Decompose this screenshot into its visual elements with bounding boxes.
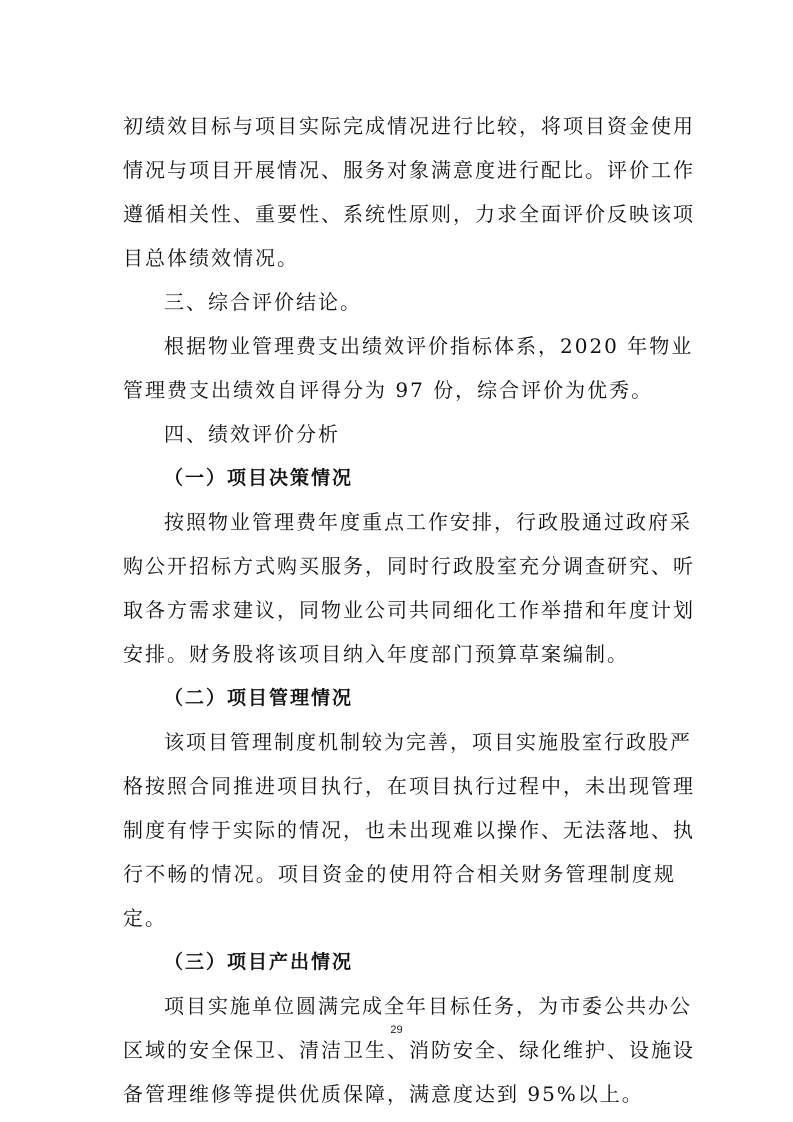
text-line: 定。 — [123, 906, 167, 930]
section-heading — [123, 456, 676, 500]
text-line: 目总体绩效情况。 — [123, 246, 299, 270]
text-line: 遵循相关性、重要性、系统性原则，力求全面评价反映该项 — [123, 202, 695, 226]
text-line: 根据物业管理费支出绩效评价指标体系，2020 年物业 — [164, 334, 694, 358]
text-line: 管理费支出绩效自评得分为 97 份，综合评价为优秀。 — [123, 378, 654, 402]
text-line: 购公开招标方式购买服务，同时行政股室充分调查研究、听 — [123, 554, 695, 578]
text-line: 初绩效目标与项目实际完成情况进行比较，将项目资金使用 — [123, 114, 695, 138]
page-number: 29 — [390, 1024, 403, 1036]
paragraph — [123, 984, 695, 1116]
text-line: 该项目管理制度机制较为完善，项目实施股室行政股严 — [164, 730, 692, 754]
text-line: 按照物业管理费年度重点工作安排，行政股通过政府采 — [164, 510, 692, 534]
paragraph — [123, 412, 676, 456]
text-line: 行不畅的情况。项目资金的使用符合相关财务管理制度规 — [123, 862, 676, 886]
text-line: 取各方需求建议，同物业公司共同细化工作举措和年度计划 — [123, 598, 695, 622]
text-line: （二）项目管理情况 — [164, 687, 354, 709]
paragraph — [123, 324, 694, 412]
text-line: （三）项目产出情况 — [164, 951, 354, 973]
section-heading — [123, 676, 676, 720]
paragraph — [123, 720, 695, 940]
text-line: 格按照合同推进项目执行，在项目执行过程中，未出现管理 — [123, 774, 695, 798]
text-line: 情况与项目开展情况、服务对象满意度进行配比。评价工作 — [123, 158, 695, 182]
paragraph — [123, 500, 695, 676]
document-body — [123, 104, 695, 1116]
paragraph — [123, 104, 695, 280]
text-line: 四、绩效评价分析 — [164, 422, 340, 446]
text-line: 三、综合评价结论。 — [164, 290, 362, 314]
text-line: （一）项目决策情况 — [164, 467, 354, 489]
text-line: 区域的安全保卫、清洁卫生、消防安全、绿化维护、设施设 — [123, 1038, 695, 1062]
text-line: 项目实施单位圆满完成全年目标任务，为市委公共办公 — [164, 994, 692, 1018]
text-line: 制度有悖于实际的情况，也未出现难以操作、无法落地、执 — [123, 818, 695, 842]
text-line: 安排。财务股将该项目纳入年度部门预算草案编制。 — [123, 642, 629, 666]
paragraph — [123, 280, 676, 324]
text-line: 备管理维修等提供优质保障，满意度达到 95%以上。 — [123, 1082, 644, 1106]
section-heading — [123, 940, 676, 984]
